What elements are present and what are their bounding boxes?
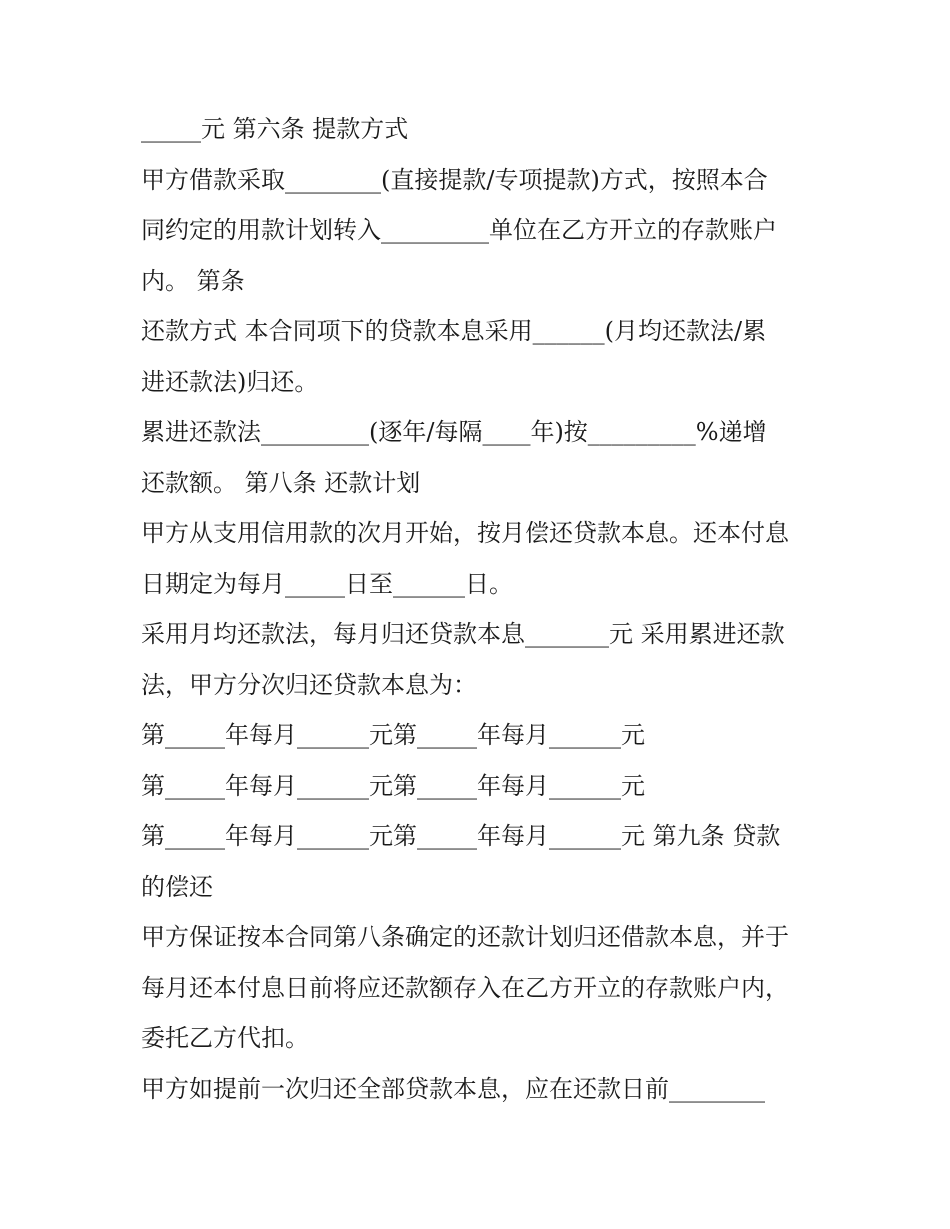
text-line: 法，甲方分次归还贷款本息为： — [141, 670, 477, 699]
text-line: 第_____年每月______元第_____年每月______元 第九条 贷款 — [141, 822, 781, 850]
text-line: 的偿还 — [141, 872, 213, 901]
text-line: 进还款法)归还。 — [141, 367, 319, 396]
text-line: 甲方借款采取________(直接提款/专项提款)方式，按照本合 — [141, 165, 768, 194]
text-line: 甲方保证按本合同第八条确定的还款计划归还借款本息，并于 — [141, 923, 789, 951]
text-line: 采用月均还款法，每月归还贷款本息_______元 采用累进还款 — [141, 620, 785, 648]
text-line: 还款额。 第八条 还款计划 — [141, 468, 421, 497]
text-line: 每月还本付息日前将应还款额存入在乙方开立的存款账户内， — [141, 973, 789, 1002]
text-line: 甲方从支用信用款的次月开始，按月偿还贷款本息。还本付息 — [141, 519, 789, 547]
text-line: _____元 第六条 提款方式 — [141, 115, 409, 143]
text-line: 日期定为每月_____日至______日。 — [141, 569, 513, 598]
text-line: 还款方式 本合同项下的贷款本息采用______(月均还款法/累 — [141, 317, 767, 345]
text-line: 第_____年每月______元第_____年每月______元 — [141, 771, 645, 800]
text-line: 委托乙方代扣。 — [141, 1024, 309, 1052]
text-line: 累进还款法_________(逐年/每隔____年)按_________%递增 — [141, 418, 767, 446]
text-line: 同约定的用款计划转入_________单位在乙方开立的存款账户 — [141, 216, 777, 244]
text-line: 第_____年每月______元第_____年每月______元 — [141, 721, 645, 749]
text-line: 甲方如提前一次归还全部贷款本息，应在还款日前________ — [141, 1074, 765, 1103]
document-body — [141, 104, 821, 1114]
text-line: 内。 第条 — [141, 266, 245, 295]
